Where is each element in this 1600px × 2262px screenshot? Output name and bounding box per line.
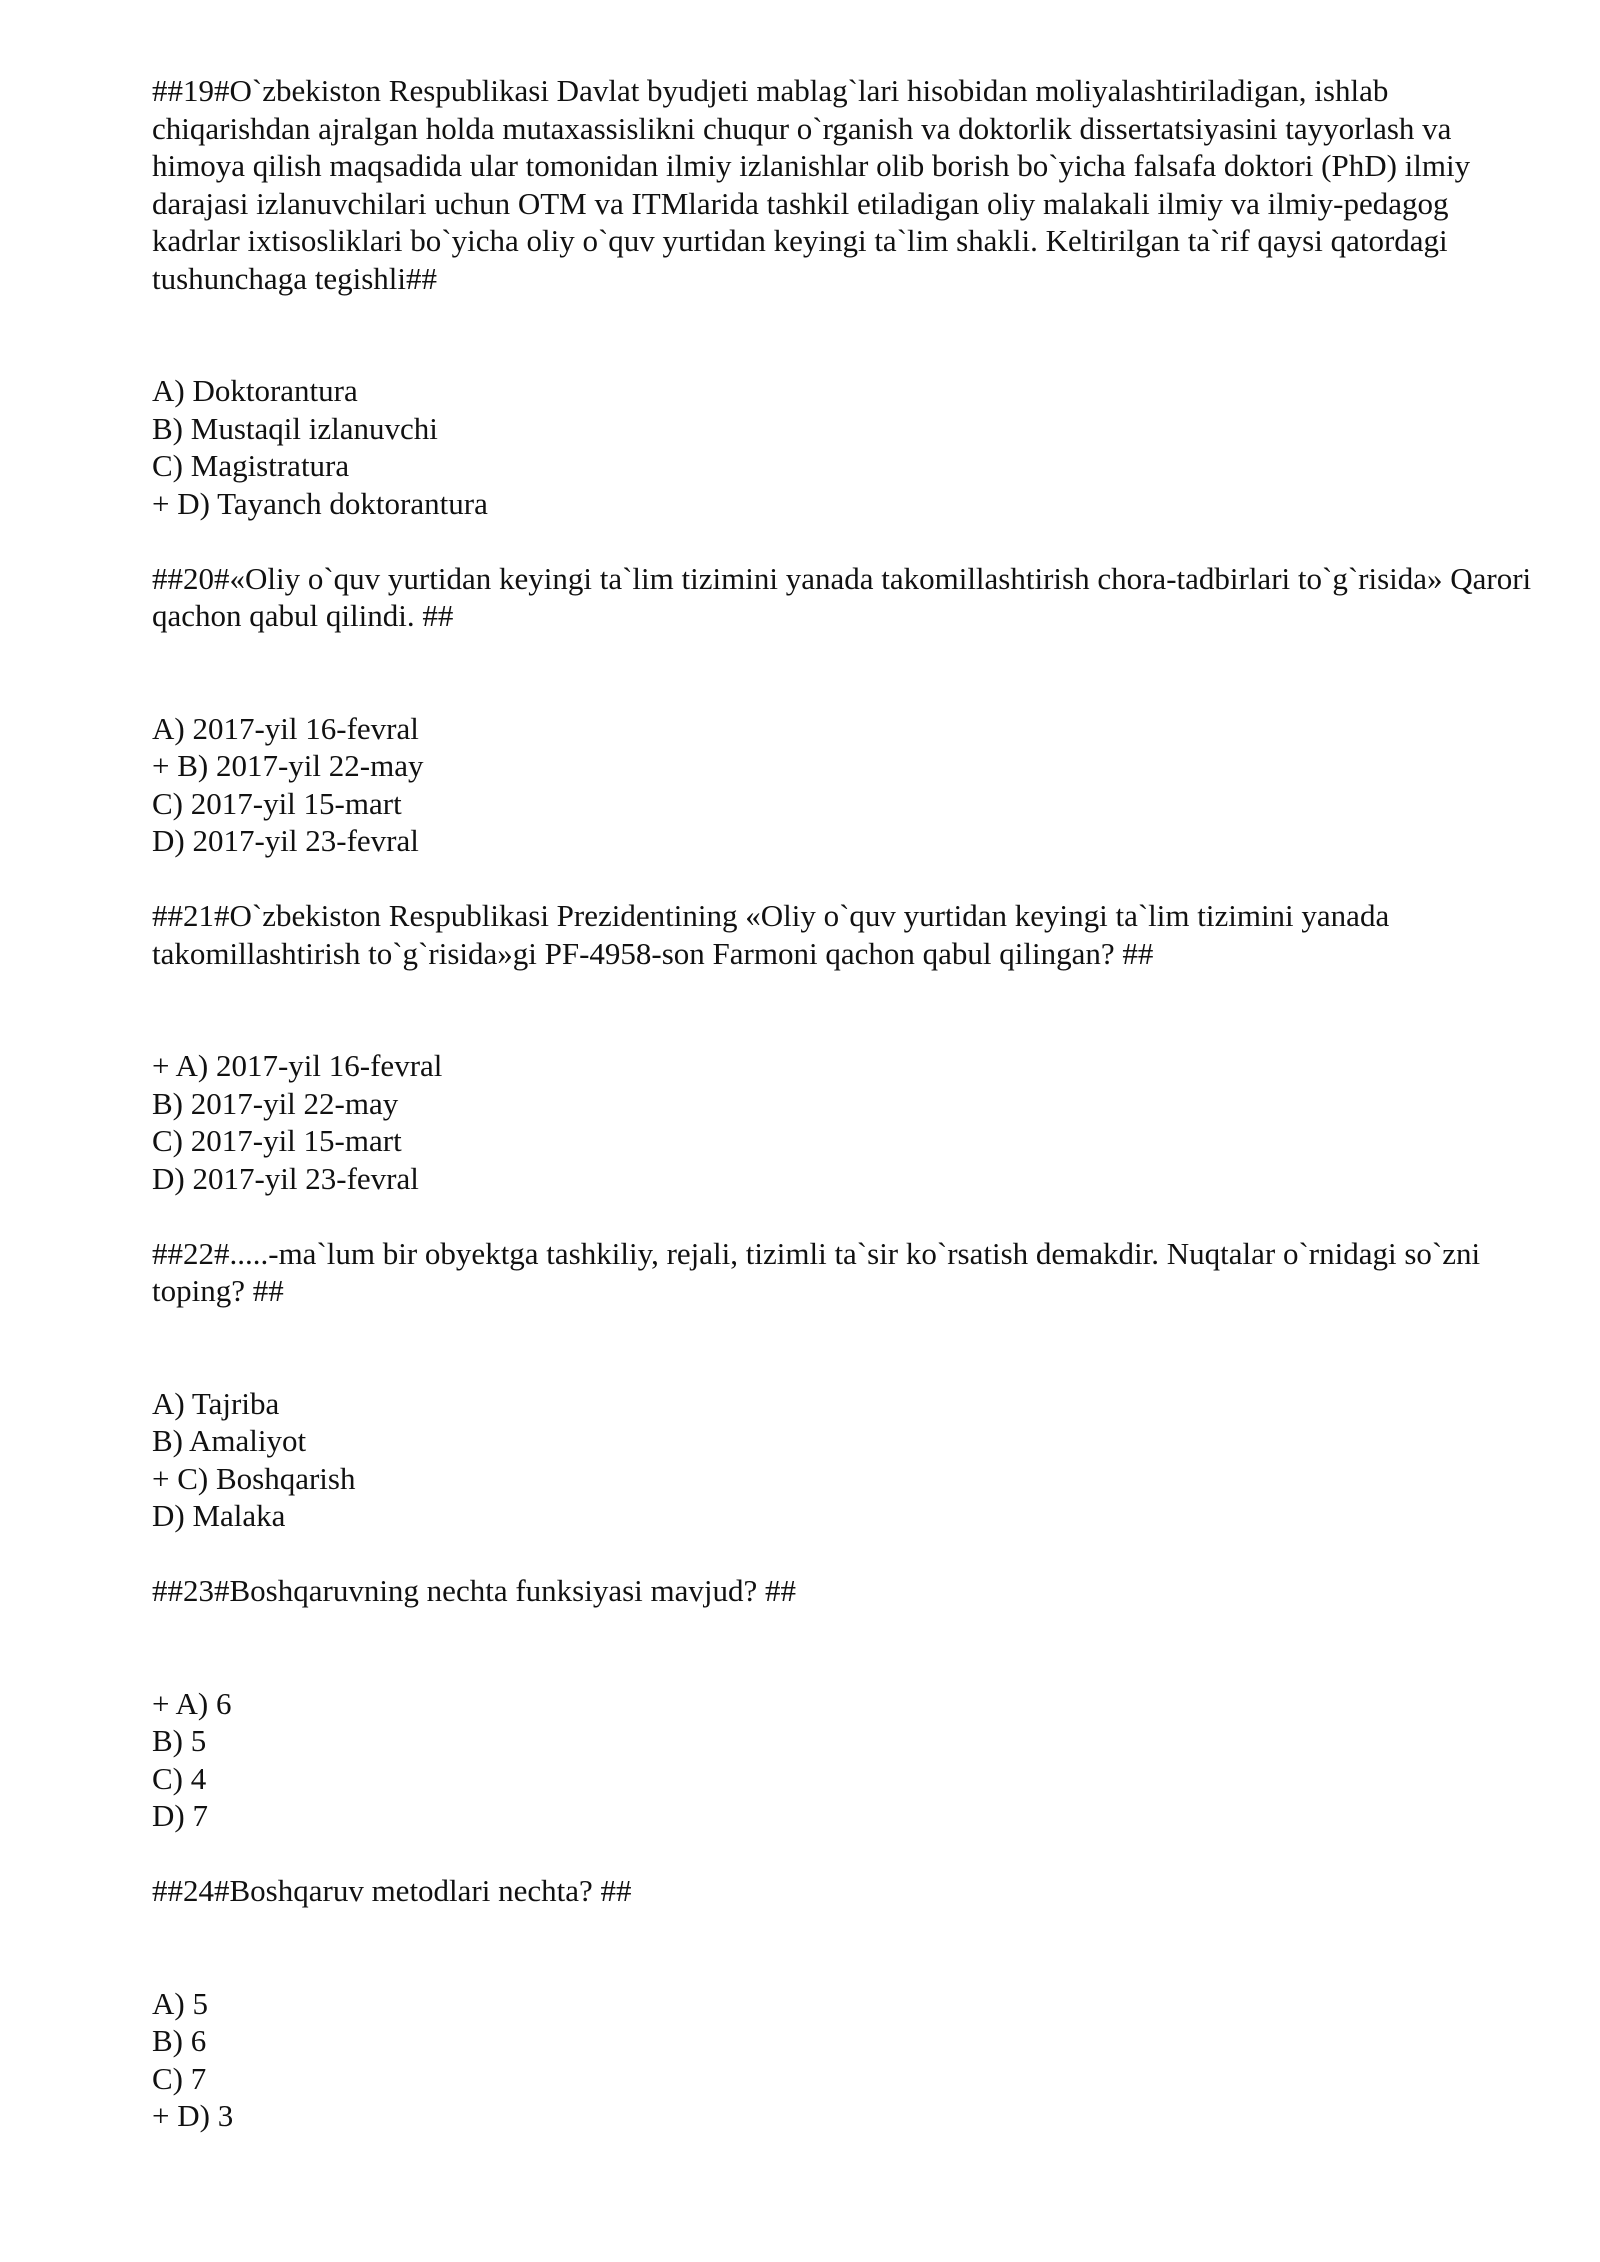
question-text: ##23#Boshqaruvning nechta funksiyasi mavjud? ## [152,1573,797,1608]
option-d: D) 7 [152,1798,208,1833]
option-c: C) 2017-yil 15-mart [152,785,402,821]
question-19 [152,72,1542,560]
option-c: C) 7 [152,2060,207,2096]
option-c: C) Magistratura [152,448,350,483]
question-22 [152,1235,1542,1573]
option-b: B) 2017-yil 22-may [152,1085,399,1121]
option-d: D) 2017-yil 23-fevral [152,823,419,858]
question-23 [152,1572,1542,1872]
option-c: + C) Boshqarish [152,1460,356,1496]
option-c: C) 4 [152,1760,207,1796]
option-list [152,1985,1542,2135]
option-list [152,372,1542,522]
question-text: ##21#O`zbekiston Respublikasi Prezidentining «Oliy o`quv yurtidan keyingi ta`lim tizimini yanada takomillashtirish to`g`risida»gi PF-4958-son Farmoni qachon qabul qilingan? ## [152,898,1390,971]
option-a: A) 5 [152,1985,208,2021]
option-d: + D) 3 [152,2098,234,2133]
option-a: A) 2017-yil 16-fevral [152,710,419,746]
option-d: + D) Tayanch doktorantura [152,485,488,521]
option-d: D) 2017-yil 23-fevral [152,1160,419,1196]
option-b: B) Amaliyot [152,1423,307,1458]
option-list [152,1047,1542,1197]
option-b: B) 5 [152,1723,207,1758]
question-24 [152,1872,1542,2135]
question-21 [152,897,1542,1235]
option-list [152,1385,1542,1535]
option-list [152,1685,1542,1835]
option-b: B) 6 [152,2023,207,2058]
option-a: A) Tajriba [152,1385,280,1421]
question-text: ##22#.....-ma`lum bir obyektga tashkiliy, rejali, tizimli ta`sir ko`rsatish demakdir. Nuqtalar o`rnidagi so`zni toping? ## [152,1235,1481,1308]
option-list [152,710,1542,860]
question-text: ##24#Boshqaruv metodlari nechta? ## [152,1873,632,1908]
option-c: C) 2017-yil 15-mart [152,1123,402,1158]
option-a: A) Doktorantura [152,373,358,408]
document-page [152,72,1542,2135]
option-a: + A) 6 [152,1685,232,1721]
option-d: D) Malaka [152,1498,286,1533]
option-a: + A) 2017-yil 16-fevral [152,1048,443,1083]
question-20 [152,560,1542,898]
question-text: ##19#O`zbekiston Respublikasi Davlat byudjeti mablag`lari hisobidan moliyalashtiriladigan, ishlab chiqarishdan ajralgan holda mutaxassislikni chuqur o`rganish va doktorlik dissertatsiyasini tayyorlash va himoya qilish maqsadida ular tomonidan ilmiy izlanishlar olib borish bo`yicha falsafa doktori (PhD) ilmiy darajasi izlanuvchilari uchun OTM va ITMlarida tashkil etiladigan oliy malakali ilmiy va ilmiy-pedagog kadrlar ixtisosliklari bo`yicha oliy o`quv yurtidan keyingi ta`lim shakli. Keltirilgan ta`rif qaysi qatordagi tushunchaga tegishli## [152,73,1471,296]
option-b: B) Mustaqil izlanuvchi [152,410,438,446]
option-b: + B) 2017-yil 22-may [152,748,424,783]
question-text: ##20#«Oliy o`quv yurtidan keyingi ta`lim tizimini yanada takomillashtirish chora-tadbirlari to`g`risida» Qarori qachon qabul qilindi. ## [152,560,1532,633]
